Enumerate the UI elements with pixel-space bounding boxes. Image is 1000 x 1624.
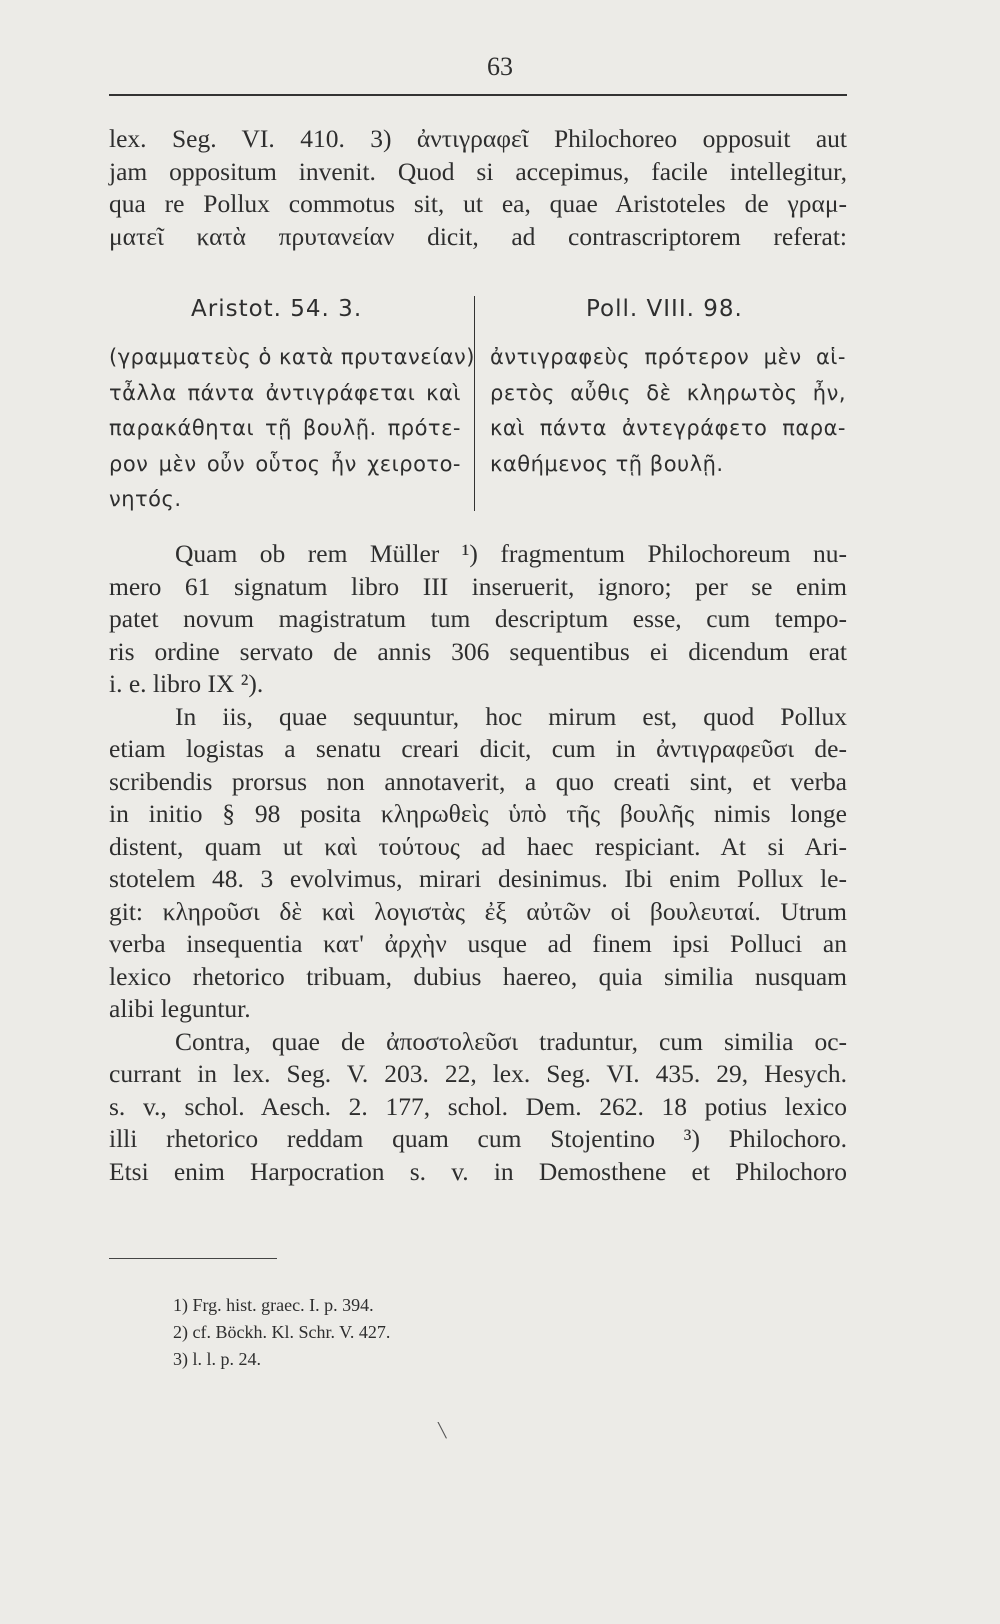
text-line: ματεῖ κατὰ πρυτανείαν dicit, ad contrascriptorem referat:: [109, 221, 847, 251]
page-number: 63: [487, 52, 513, 81]
text-line: νητός.: [109, 487, 182, 511]
text-line: distent, quam ut καὶ τούτους ad haec respiciant. At si Ari-: [109, 831, 847, 861]
left-column-text: [109, 340, 475, 518]
text-line: ρον μὲν οὖν οὗτος ἦν χειροτο-: [109, 451, 461, 476]
footnote: 2) cf. Böckh. Kl. Schr. V. 427.: [173, 1322, 391, 1342]
text-line: s. v., schol. Aesch. 2. 177, schol. Dem. 262. 18 potius lexico: [109, 1091, 847, 1121]
footnote-rule: [109, 1258, 277, 1259]
footnote: 1) Frg. hist. graec. I. p. 394.: [173, 1295, 374, 1315]
text-line: In iis, quae sequuntur, hoc mirum est, quod Pollux: [175, 701, 847, 731]
text-line: etiam logistas a senatu creari dicit, cum in ἀντιγραφεῦσι de-: [109, 734, 847, 763]
text-line: ρετὸς αὖθις δὲ κληρωτὸς ἦν,: [490, 380, 846, 405]
text-line: καθήμενος τῇ βουλῇ.: [490, 451, 724, 476]
right-column-heading: Poll. VIII. 98.: [586, 296, 743, 322]
stray-ink-mark: ╲: [438, 1424, 447, 1439]
text-line: qua re Pollux commotus sit, ut ea, quae Aristoteles de γραμ-: [109, 189, 847, 218]
text-line: (γραμματεὺς ὁ κατὰ πρυτανείαν): [109, 345, 475, 369]
text-line: scribendis prorsus non annotaverit, a quo creati sint, et verba: [109, 766, 847, 796]
right-column-text: [490, 340, 846, 482]
text-line: patet novum magistratum tum descriptum esse, cum tempo-: [109, 604, 847, 633]
text-line: git: κληροῦσι δὲ καὶ λογιστὰς ἐξ αὐτῶν οἱ βουλευταί. Utrum: [109, 896, 847, 926]
text-line: verba insequentia κατ' ἀρχὴν usque ad finem ipsi Polluci an: [109, 929, 847, 958]
text-line: παρακάθηται τῇ βουλῇ. πρότε-: [109, 416, 461, 440]
text-line: καὶ πάντα ἀντεγράφετο παρα-: [490, 416, 846, 440]
text-line: in initio § 98 posita κληρωθεὶς ὑπὸ τῆς βουλῆς nimis longe: [109, 799, 847, 828]
left-column-heading: Aristot. 54. 3.: [191, 296, 363, 322]
body-text: [109, 538, 847, 1188]
text-line: i. e. libro IX ²).: [109, 669, 264, 698]
text-line: jam oppositum invenit. Quod si accepimus, facile intellegitur,: [109, 156, 847, 186]
text-line: illi rhetorico reddam quam cum Stojentino ³) Philochoro.: [109, 1124, 847, 1153]
text-line: Etsi enim Harpocration s. v. in Demosthene et Philochoro: [109, 1156, 847, 1186]
text-line: ἀντιγραφεὺς πρότερον μὲν αἱ-: [490, 345, 846, 369]
footnotes: [173, 1292, 390, 1373]
text-line: τἆλλα πάντα ἀντιγράφεται καὶ: [109, 380, 461, 405]
text-line: mero 61 signatum libro III inseruerit, ignoro; per se enim: [109, 571, 847, 601]
text-line: Quam ob rem Müller ¹) fragmentum Philochoreum nu-: [175, 539, 847, 568]
text-line: ris ordine servato de annis 306 sequentibus ei dicendum erat: [109, 636, 847, 666]
text-line: alibi leguntur.: [109, 994, 251, 1023]
text-line: lexico rhetorico tribuam, dubius haereo, quia similia nusquam: [109, 961, 847, 991]
text-line: Contra, quae de ἀποστολεῦσι traduntur, cum similia oc-: [175, 1026, 847, 1056]
text-line: currant in lex. Seg. V. 203. 22, lex. Seg. VI. 435. 29, Hesych.: [109, 1059, 847, 1088]
intro-paragraph: [109, 123, 847, 253]
column-divider: [474, 296, 475, 511]
text-line: lex. Seg. VI. 410. 3) ἀντιγραφεῖ Philochoreo opposuit aut: [109, 124, 847, 153]
footnote: 3) l. l. p. 24.: [173, 1349, 261, 1369]
text-line: stotelem 48. 3 evolvimus, mirari desinimus. Ibi enim Pollux le-: [109, 864, 847, 893]
header-rule: [109, 94, 847, 96]
